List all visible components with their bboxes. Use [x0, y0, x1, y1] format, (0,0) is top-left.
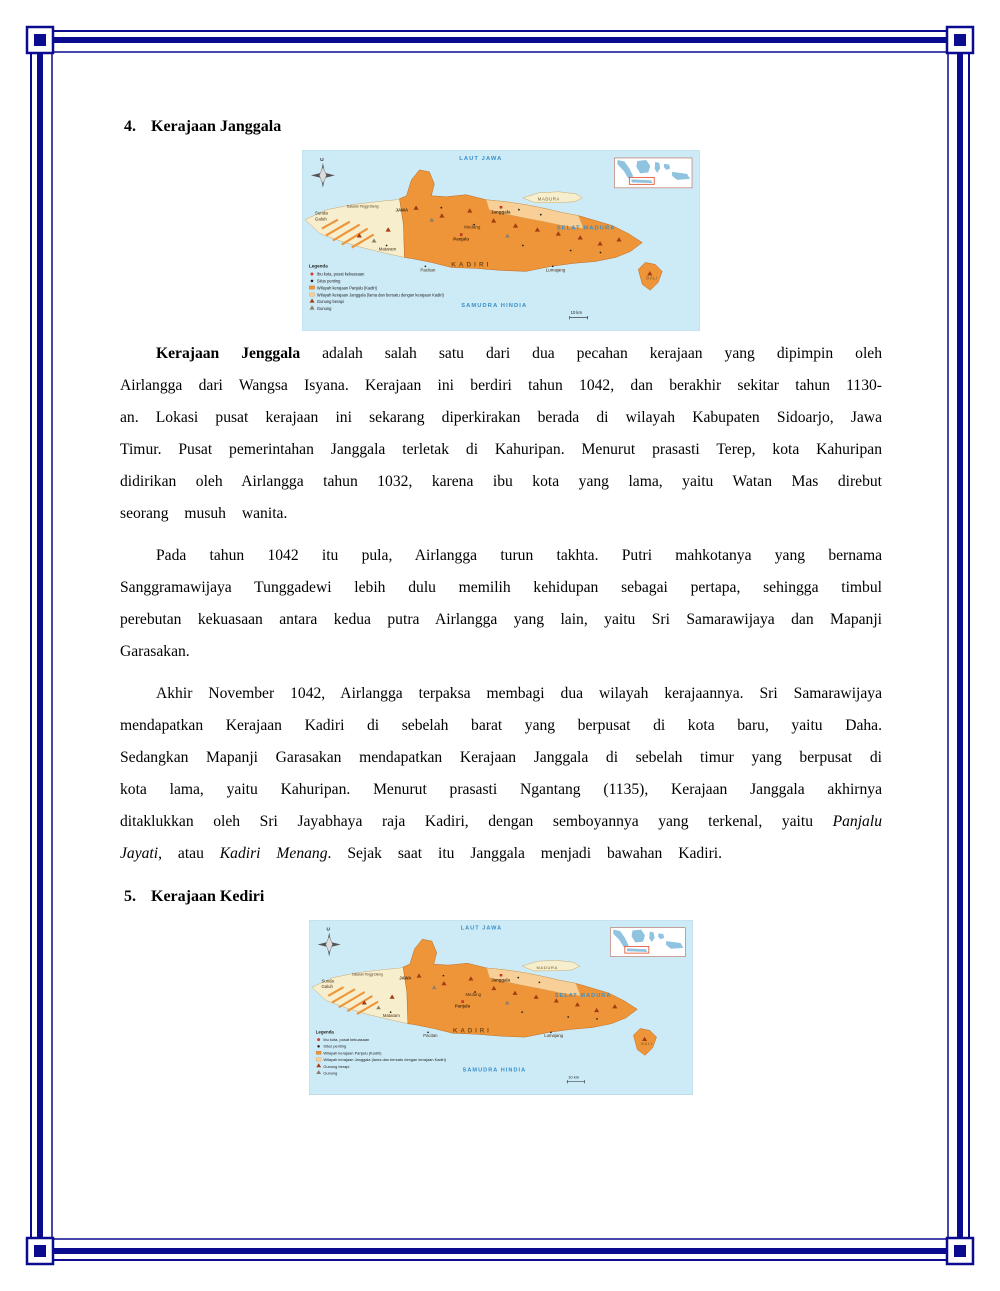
- scale-label: 10 km: [570, 310, 582, 316]
- site-dot-icon: [317, 1045, 319, 1047]
- label-kadiri: KADIRI: [453, 1027, 492, 1035]
- sea-label-laut-jawa: LAUT JAWA: [459, 155, 503, 162]
- label-panjalu: Panjalu: [454, 1003, 471, 1009]
- corner-ornament: [947, 27, 973, 53]
- scale-label: 10 km: [568, 1074, 580, 1080]
- legend-item-label: Wilayah kerajaan Panjalu (Kadiri): [316, 285, 378, 291]
- paragraph: [120, 338, 882, 530]
- section-number: 4.: [124, 118, 136, 135]
- paragraph: [120, 540, 882, 668]
- corner-ornament: [947, 1238, 973, 1264]
- section-heading-janggala: [124, 116, 882, 138]
- legend-item-label: Wilayah kerajaan Janggala (lama dan bersatu dengan kerajaan Kadiri): [316, 292, 444, 298]
- label-bali: BALI: [646, 275, 659, 281]
- text-run: , atau: [158, 845, 220, 863]
- janggala-area-swatch-icon: [309, 293, 314, 296]
- panjalu-area-swatch-icon: [309, 286, 314, 289]
- legend-item-label: Situs penting: [316, 278, 341, 284]
- java-historical-map: [302, 150, 700, 331]
- paragraph: [120, 678, 882, 870]
- inset-locator-map: [614, 158, 692, 188]
- janggala-map-figure: [302, 150, 700, 331]
- label-pacitan: Pacitan: [420, 267, 436, 273]
- corner-ornament: [27, 27, 53, 53]
- label-mataram: Mataram: [382, 1013, 400, 1019]
- sea-label-selat-madura: SELAT MADURA: [554, 992, 612, 999]
- legend-item-label: Gunung berapi: [316, 299, 344, 305]
- label-kadiri: KADIRI: [451, 261, 492, 269]
- legend-item-label: Gunung berapi: [323, 1063, 350, 1069]
- section-title: Kerajaan Janggala: [151, 118, 282, 135]
- label-madura: MADURA: [536, 965, 558, 971]
- section-number: 5.: [124, 888, 136, 906]
- label-sunda: Sunda: [314, 210, 328, 216]
- sea-label-samudra-hindia: SAMUDRA HINDIA: [461, 303, 528, 310]
- label-panjalu: Panjalu: [453, 236, 470, 242]
- panjalu-area-swatch-icon: [316, 1051, 321, 1054]
- label-dieng: Dataran Tinggi Dieng: [352, 972, 383, 977]
- capital-dot-icon: [310, 272, 313, 275]
- document-content: [120, 116, 882, 1095]
- text-run: . Sejak saat itu Janggala menjadi bawahan Kadiri.: [327, 845, 722, 863]
- compass-north-label: U: [326, 927, 330, 933]
- label-jawa: JAWA: [395, 207, 409, 213]
- sea-label-samudra-hindia: SAMUDRA HINDIA: [462, 1067, 527, 1074]
- janggala-area-swatch-icon: [316, 1058, 321, 1061]
- sea-label-selat-madura: SELAT MADURA: [556, 225, 616, 232]
- text-run: Kerajaan Jenggala: [156, 345, 301, 363]
- label-pacitan: Pacitan: [423, 1033, 438, 1039]
- label-janggala: Janggala: [491, 209, 511, 215]
- legend-item-label: Wilayah kerajaan Janggala (lama dan bersatu dengan kerajaan Kadiri): [323, 1057, 446, 1063]
- label-dieng: Dataran Tinggi Dieng: [346, 204, 379, 209]
- text-run: Akhir November 1042, Airlangga terpaksa membagi dua wilayah kerajaannya. Sri Samarawijaya mendapatkan Kerajaan Kadiri di sebelah barat yang berpusat di kota baru, yaitu Daha. Sedangkan Mapanji Garasakan mendapatkan Kerajaan Janggala di sebelah timur yang berpusat di kota lama, yaitu Kahuripan. Menurut prasasti Ngantang (1135), Kerajaan Janggala akhirnya ditaklukkan oleh Sri Jayabhaya raja Kadiri, dengan semboyannya yang terkenal, yaitu: [120, 685, 882, 831]
- legend-item-label: Ibu kota, pusat kekuasaan: [323, 1037, 370, 1043]
- legend-title: Legenda: [308, 263, 328, 269]
- capital-dot-icon: [317, 1038, 320, 1041]
- java-historical-map: [309, 920, 693, 1095]
- text-run: Pada tahun 1042 itu pula, Airlangga turun takhta. Putri mahkotanya yang bernama Sanggramawijaya Tunggadewi lebih dulu memilih kehidupan sebagai pertapa, sehingga timbul perebutan kekuasaan antara kedua putra Airlangga yang lain, yaitu Sri Samarawijaya dan Mapanji Garasakan.: [120, 547, 882, 661]
- label-medang: Medang: [464, 224, 481, 230]
- label-medang: Medang: [465, 991, 482, 997]
- text-run: adalah salah satu dari dua pecahan kerajaan yang dipimpin oleh Airlangga dari Wangsa Isyana. Kerajaan ini berdiri tahun 1042, dan berakhir sekitar tahun 1130-an. Lokasi pusat kerajaan ini sekarang diperkirakan berada di wilayah Kabupaten Sidoarjo, Jawa Timur. Pusat pemerintahan Janggala terletak di Kahuripan. Menurut prasasti Terep, kota Kahuripan didirikan oleh Airlangga tahun 1032, karena ibu kota yang lama, yaitu Watan Mas direbut seorang musuh wanita.: [120, 345, 882, 523]
- site-dot-icon: [311, 280, 314, 283]
- legend-item-label: Gunung: [323, 1070, 338, 1076]
- label-galuh: Galuh: [314, 216, 327, 222]
- legend-item-label: Gunung: [316, 306, 332, 312]
- label-sunda: Sunda: [321, 978, 334, 984]
- label-lumajang: Lumajang: [545, 267, 566, 273]
- text-run: Panjalu Jayati: [120, 813, 882, 863]
- label-lumajang: Lumajang: [544, 1033, 564, 1039]
- corner-ornament: [27, 1238, 53, 1264]
- legend-item-label: Situs penting: [323, 1043, 347, 1049]
- label-jawa: JAWA: [399, 975, 412, 981]
- label-mataram: Mataram: [378, 246, 397, 252]
- compass-north-label: U: [320, 157, 324, 163]
- legend-title: Legenda: [315, 1029, 334, 1035]
- kediri-map-figure: [309, 920, 693, 1095]
- legend-item-label: Wilayah kerajaan Panjalu (Kadiri): [323, 1050, 382, 1056]
- sea-label-laut-jawa: LAUT JAWA: [460, 925, 503, 932]
- inset-locator-map: [610, 928, 685, 957]
- label-madura: MADURA: [537, 196, 561, 202]
- text-run: Kadiri Menang: [219, 845, 328, 863]
- section-heading-kediri: [124, 886, 882, 908]
- label-galuh: Galuh: [321, 984, 333, 990]
- label-janggala: Janggala: [491, 977, 511, 983]
- section-title: Kerajaan Kediri: [151, 888, 265, 906]
- label-bali: BALI: [641, 1040, 653, 1046]
- legend-item-label: Ibu kota, pusat kekuasaan: [316, 271, 365, 277]
